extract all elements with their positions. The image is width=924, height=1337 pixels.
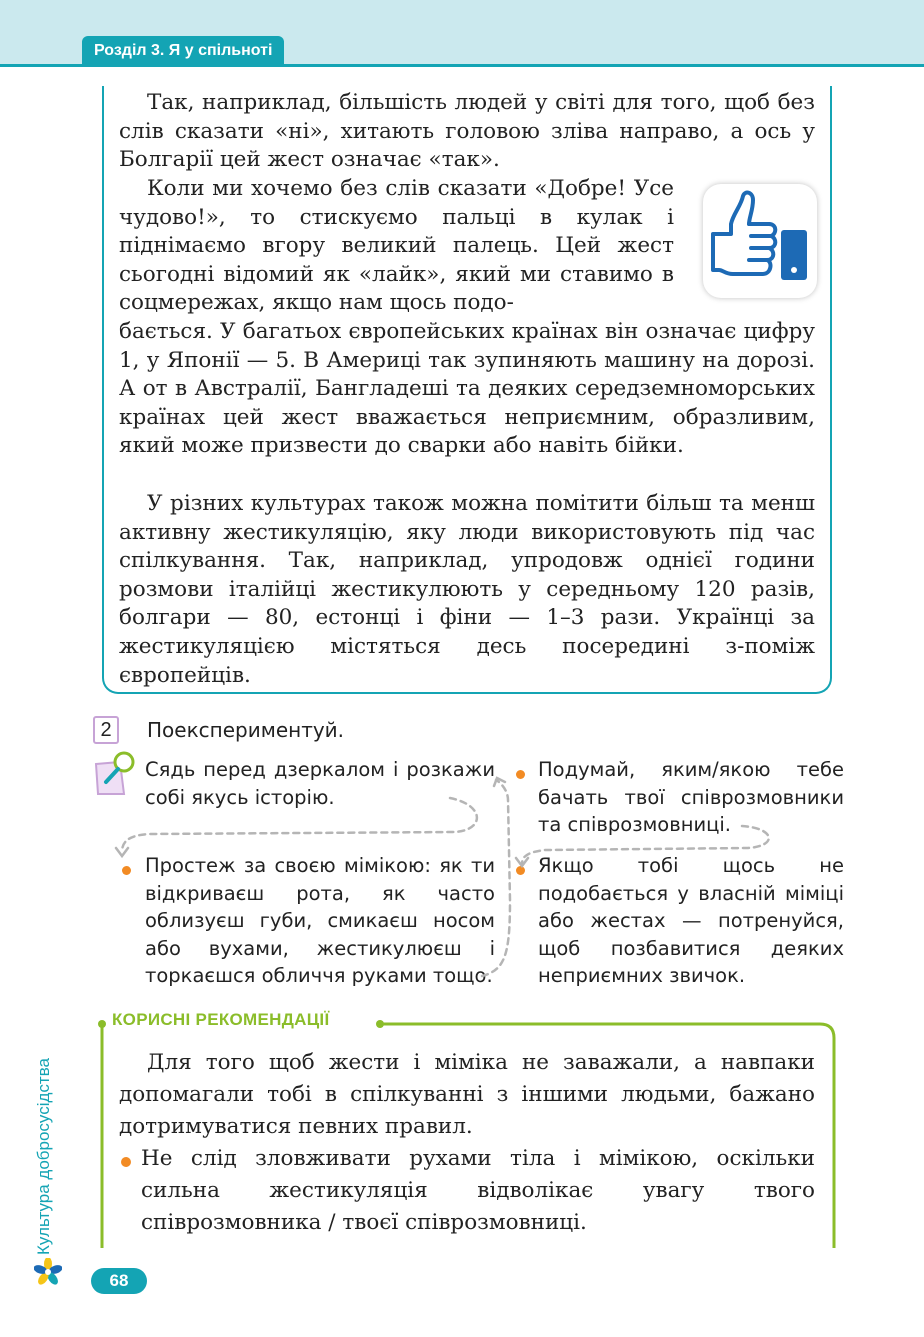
info-paragraph-3: У різних культурах також можна помітити більш та менш активну жестикуляцію, яку люди використовують під час спілкування. Так, наприклад, упродовж однієї години розмови італійці жестикулюють у середньому 120 разів, болгари — 80, естонці і фіни — 1–3 рази. Українці за жестикуляцією містяться десь посередині з-поміж європейців. <box>119 491 815 688</box>
info-paragraph-2-rest: бається. У багатьох європейських країнах він означає цифру 1, у Японії — 5. В Америці так зупиняють машину на дорозі. А от в Австралії, Бангладеші та деяких середземноморських країнах цей жест вважається неприємним, образливим, який може призвести до сварки або навіть бійки. <box>119 319 815 459</box>
side-book-title: Культура добросусідства <box>34 1057 53 1255</box>
task-number: 2 <box>93 716 119 744</box>
page-number: 68 <box>91 1268 147 1294</box>
flower-logo-icon <box>34 1258 62 1286</box>
recommendation-item-1: Не слід зловживати рухами тіла і мімікою, оскільки сильна жестикуляція відволікає увагу твого співрозмовника / твоєї співрозмовниці. <box>141 1146 815 1235</box>
info-paragraph-1: Так, наприклад, більшість людей у світі для того, щоб без слів сказати «ні», хитають головою зліва направо, а ось у Болгарії цей жест означає «так». <box>119 90 815 173</box>
task-step-3: Подумай, яким/якою тебе бачать твої співрозмовники та співрозмовниці. <box>538 758 844 836</box>
info-paragraph-2-wrapped: Коли ми хочемо без слів сказати «Добре! Усе чудово!», то стискуємо пальці в кулак і піднімаємо вгору великий палець. Цей жест сьогодні відомий як «лайк», який ми ставимо в соцмережах, якщо нам щось подо- <box>119 176 674 316</box>
task-step-4: Якщо тобі щось не подобається у власній міміці або жестах — потренуйся, щоб позбавитися деяких неприємних звичок. <box>538 854 844 987</box>
task-step-1: Сядь перед дзеркалом і розкажи собі якусь історію. <box>145 758 495 809</box>
recommendations-intro: Для того щоб жести і міміка не заважали, а навпаки допомагали тобі в спілкуванні з іншими людьми, бажано дотримуватися певних правил. <box>119 1050 815 1139</box>
section-title: Розділ 3. Я у спільноті <box>82 36 284 66</box>
bullet-icon <box>121 1157 131 1167</box>
task-title: Поекспериментуй. <box>147 718 345 742</box>
task-step-2: Простеж за своєю мімікою: як ти відкриваєш рота, як часто облизуєш губи, смикаєш носом або вухами, жестикулюєш і торкаєшся обличчя руками тощо. <box>145 854 495 987</box>
recommendations-header: КОРИСНІ РЕКОМЕНДАЦІЇ <box>112 1010 330 1029</box>
